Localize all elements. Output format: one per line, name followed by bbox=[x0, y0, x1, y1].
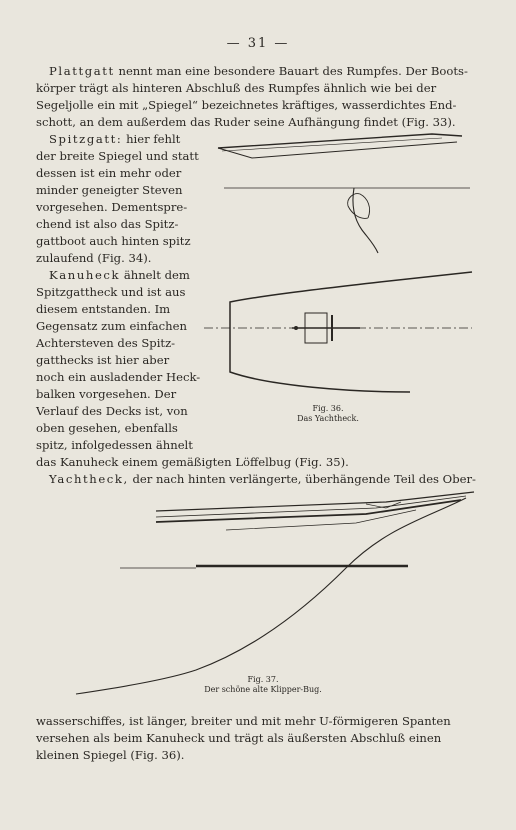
paragraph-kanuheck-line: gatthecks ist hier aber bbox=[36, 353, 170, 367]
term-yachtheck: Yachtheck, bbox=[49, 472, 129, 486]
figure-37-title: Der schöne alte Klipper-Bug. bbox=[204, 685, 322, 694]
paragraph-spitzgatt-line: minder geneigter Steven bbox=[36, 183, 183, 197]
page-number: — 31 — bbox=[226, 36, 290, 51]
paragraph-yachtheck-line: kleinen Spiegel (Fig. 36). bbox=[36, 748, 185, 762]
paragraph-spitzgatt-line: dessen ist ein mehr oder bbox=[36, 166, 182, 180]
paragraph-spitzgatt-line: gattboot auch hinten spitz bbox=[36, 234, 191, 248]
paragraph-kanuheck-line: Gegensatz zum einfachen bbox=[36, 319, 187, 333]
term-kanuheck: Kanuheck bbox=[49, 268, 121, 282]
figure-36-title: Das Yachtheck. bbox=[297, 414, 359, 423]
paragraph-spitzgatt-line: zulaufend (Fig. 34). bbox=[36, 251, 152, 265]
paragraph-plattgatt-line-2: körper trägt als hinteren Abschluß des Rumpfes ähnlich wie bei der bbox=[36, 81, 437, 95]
paragraph-spitzgatt-line-1: Spitzgatt: hier fehlt bbox=[49, 132, 181, 146]
figure-spitzgatt-stern bbox=[212, 128, 474, 258]
figure-37-number: Fig. 37. bbox=[247, 675, 279, 684]
paragraph-kanuheck-line: noch ein ausladender Heck- bbox=[36, 370, 201, 384]
figure-yachtheck bbox=[200, 268, 476, 398]
paragraph-plattgatt-line-1: Plattgatt nennt man eine besondere Bauart des Rumpfes. Der Boots- bbox=[49, 64, 468, 78]
term-spitzgatt: Spitzgatt: bbox=[49, 132, 123, 146]
paragraph-yachtheck-line: wasserschiffes, ist länger, breiter und mit mehr U-förmigeren Spanten bbox=[36, 714, 451, 728]
paragraph-spitzgatt-line: chend ist also das Spitz- bbox=[36, 217, 179, 231]
paragraph-kanuheck-line: Verlauf des Decks ist, von bbox=[36, 404, 188, 418]
paragraph-kanuheck-line: balken vorgesehen. Der bbox=[36, 387, 177, 401]
term-plattgatt: Plattgatt bbox=[49, 64, 115, 78]
paragraph-kanuheck-line: oben gesehen, ebenfalls bbox=[36, 421, 178, 435]
figure-36-number: Fig. 36. bbox=[312, 404, 344, 413]
paragraph-yachtheck-line-1: Yachtheck, der nach hinten verlängerte, überhängende Teil des Ober- bbox=[49, 472, 476, 486]
figure-klipper-bug bbox=[56, 488, 480, 698]
paragraph-spitzgatt-line: der breite Spiegel und statt bbox=[36, 149, 199, 163]
paragraph-kanuheck-line: spitz, infolgedessen ähnelt bbox=[36, 438, 193, 452]
figure-37-caption bbox=[193, 675, 333, 695]
paragraph-kanuheck-line: Achtersteven des Spitz- bbox=[36, 336, 176, 350]
paragraph-spitzgatt-line: vorgesehen. Dementspre- bbox=[36, 200, 188, 214]
paragraph-kanuheck-last-line: das Kanuheck einem gemäßigten Löffelbug (Fig. 35). bbox=[36, 455, 349, 469]
paragraph-kanuheck-line-1: Kanuheck ähnelt dem bbox=[49, 268, 190, 282]
paragraph-plattgatt-line-3: Segeljolle ein mit „Spiegel“ bezeichnetes kräftiges, wasserdichtes End- bbox=[36, 98, 457, 112]
paragraph-kanuheck-line: diesem entstanden. Im bbox=[36, 302, 171, 316]
figure-36-caption bbox=[288, 404, 368, 424]
paragraph-kanuheck-line: Spitzgattheck und ist aus bbox=[36, 285, 186, 299]
paragraph-plattgatt-line-4: schott, an dem außerdem das Ruder seine Aufhängung findet (Fig. 33). bbox=[36, 115, 456, 129]
paragraph-yachtheck-line: versehen als beim Kanuheck und trägt als äußersten Abschluß einen bbox=[36, 731, 442, 745]
